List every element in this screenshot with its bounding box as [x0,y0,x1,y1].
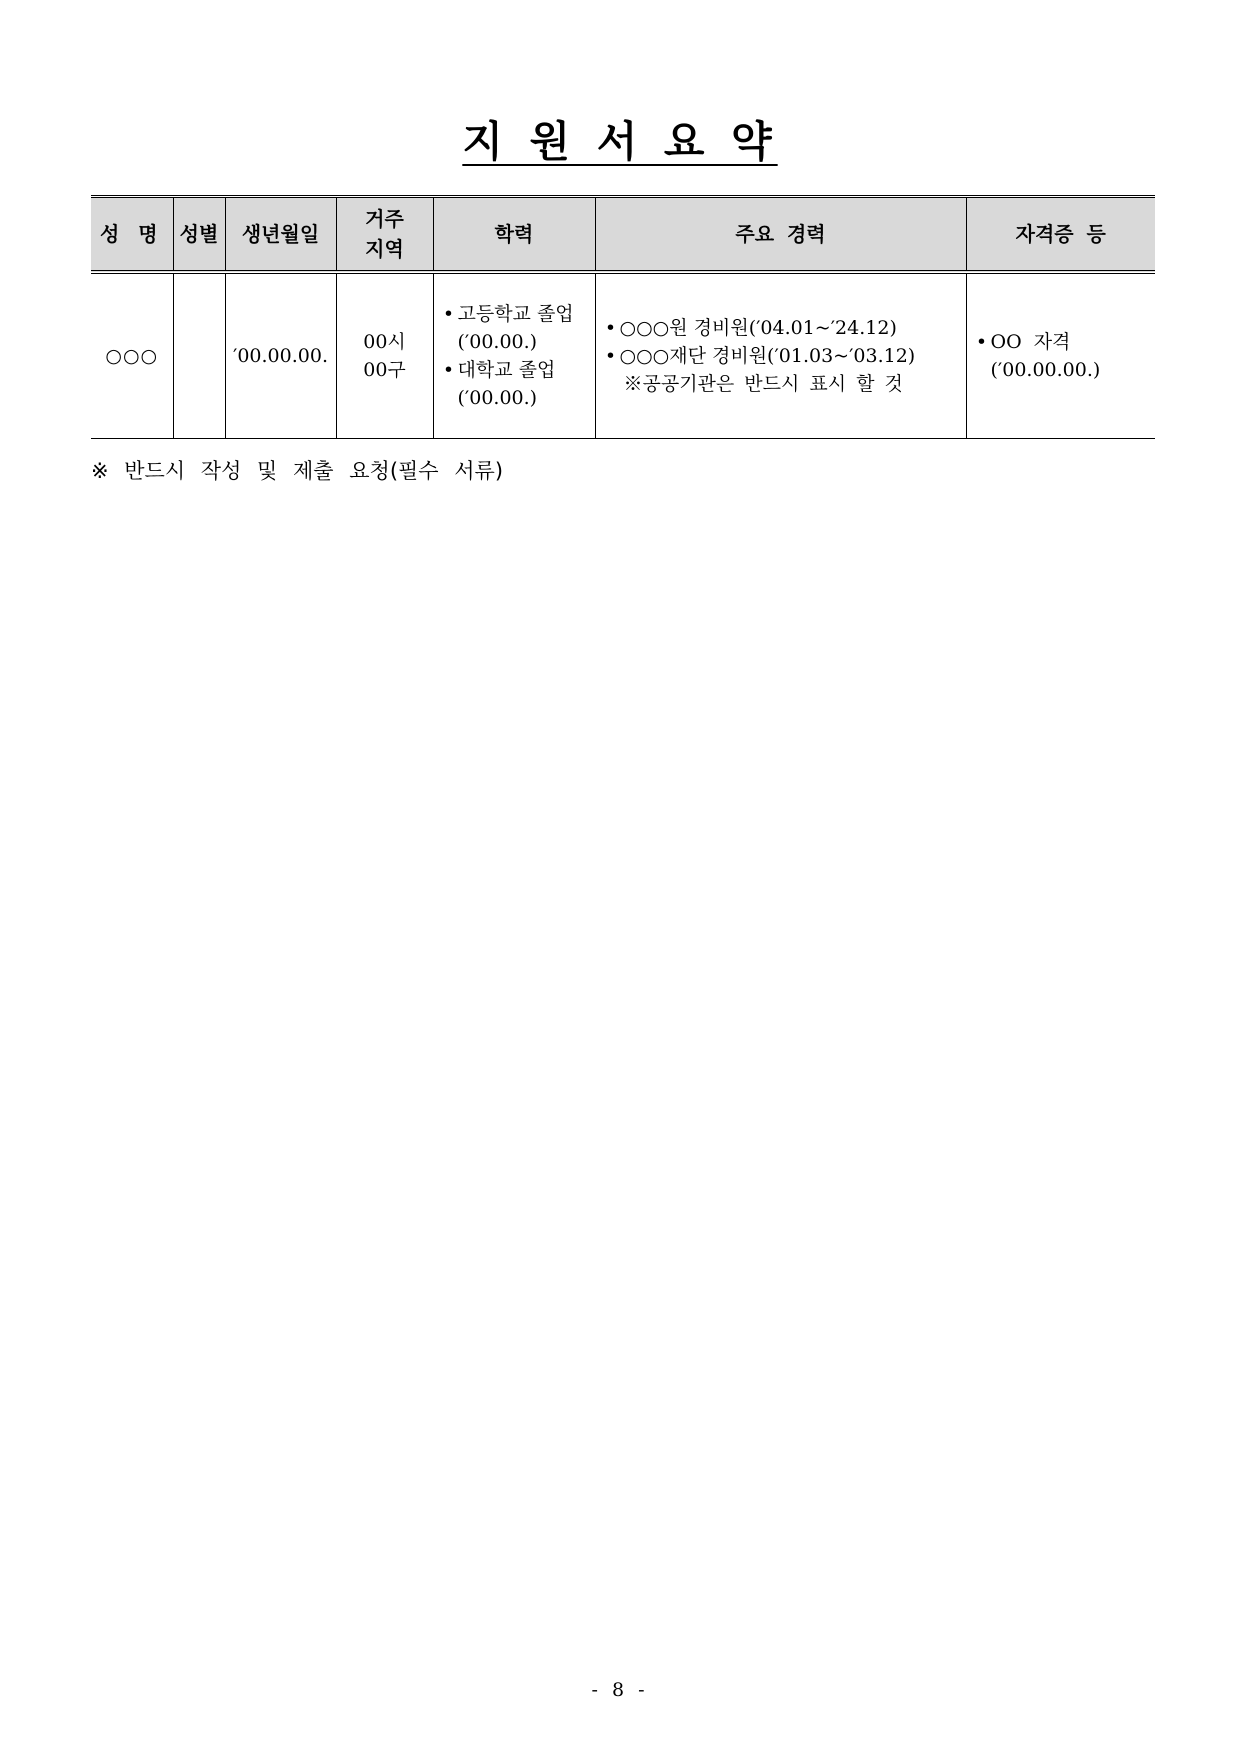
cell-certs [966,272,1155,439]
bullet-icon: • [975,331,988,353]
header-residence [336,197,433,273]
bullet-icon: • [442,303,455,325]
bullet-icon: • [442,359,455,381]
education-item-2-date: (′00.00.) [457,387,538,409]
submission-footnote: ※ 반드시 작성 및 제출 요청(필수 서류) [91,459,504,483]
cell-career [595,272,966,439]
header-residence-line-2: 지역 [365,237,404,261]
table-row [91,272,1155,439]
cell-birth: ′00.00.00. [225,272,336,439]
document-title [0,114,1240,170]
career-note: ※공공기관은 반드시 표시 할 것 [623,373,903,395]
header-birth: 생년월일 [225,197,336,273]
application-summary-table [91,195,1155,439]
bullet-icon: • [604,317,617,339]
header-career: 주요 경력 [595,197,966,273]
education-item-1-text: 고등학교 졸업 [457,303,574,325]
career-item-2 [602,342,966,370]
education-item-2 [440,356,595,384]
bullet-icon: • [604,345,617,367]
career-item-2-text: ○○○재단 경비원(′01.03~′03.12) [619,345,916,367]
education-item-2-text: 대학교 졸업 [457,359,556,381]
cert-item-1 [973,328,1156,356]
page-number: - 8 - [591,1679,649,1701]
career-item-1-text: ○○○원 경비원(′04.01~′24.12) [619,317,897,339]
education-item-1-date: (′00.00.) [457,331,538,353]
table-header-row [91,197,1155,273]
residence-line-2: 00구 [363,359,406,381]
cell-gender [173,272,225,439]
cell-education [433,272,595,439]
cell-name: ○○○ [91,272,173,439]
cert-item-1-text: OO 자격 [990,331,1071,353]
header-gender: 성별 [173,197,225,273]
header-certs: 자격증 등 [966,197,1155,273]
career-item-1 [602,314,966,342]
residence-line-1: 00시 [363,331,406,353]
document-title-text: 지 원 서 요 약 [462,117,778,166]
header-name: 성 명 [91,197,173,273]
cert-item-1-date: (′00.00.00.) [990,359,1101,381]
education-item-1 [440,300,595,328]
header-education: 학력 [433,197,595,273]
header-residence-line-1: 거주 [365,207,404,231]
cell-residence [336,272,433,439]
